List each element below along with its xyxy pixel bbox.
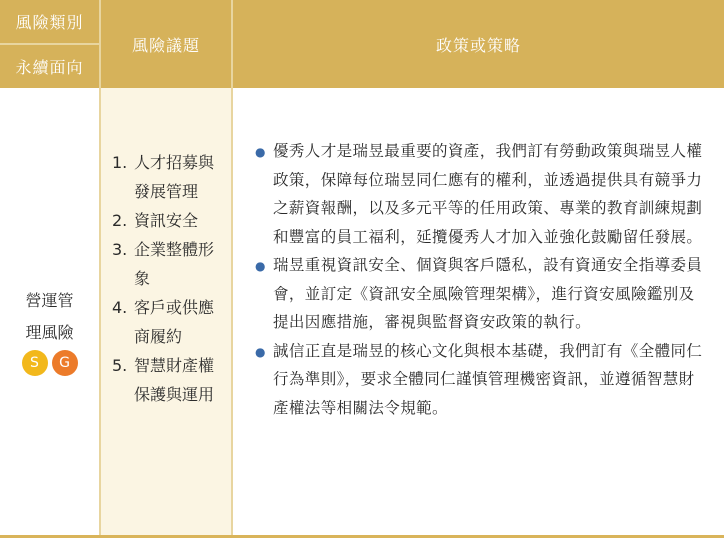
header-sustainability-aspect bbox=[0, 45, 99, 88]
header-policy-strategy bbox=[233, 0, 724, 88]
item-text: 人才招募與發展管理 bbox=[134, 153, 215, 201]
item-number: 3. bbox=[112, 240, 128, 259]
bullet-icon: ● bbox=[255, 344, 266, 359]
header-sustainability-aspect-label: 永續面向 bbox=[15, 58, 84, 77]
list-item bbox=[112, 235, 224, 293]
header-risk-issue bbox=[101, 0, 231, 88]
item-number: 2. bbox=[112, 211, 128, 230]
policy-text: 優秀人才是瑞昱最重要的資產，我們訂有勞動政策與瑞昱人權政策，保障每位瑞昱同仁應有的權利，並透過提供具有競爭力之薪資報酬，以及多元平等的任用政策、專業的教育訓練規劃和豐富的員工福利，延攬優秀人才加入並強化鼓勵留任發展。 bbox=[273, 142, 703, 246]
item-text: 客戶或供應商履約 bbox=[134, 298, 215, 346]
risk-category-line: 營運管 bbox=[25, 291, 74, 310]
list-item bbox=[112, 206, 224, 235]
list-item bbox=[112, 148, 224, 206]
header-divider bbox=[0, 43, 99, 45]
aspect-badges bbox=[0, 350, 99, 376]
item-number: 4. bbox=[112, 298, 128, 317]
policy-list bbox=[255, 137, 705, 422]
header-risk-category bbox=[0, 0, 99, 43]
item-text: 企業整體形象 bbox=[134, 240, 215, 288]
risk-issue-list bbox=[112, 148, 224, 409]
item-number: 5. bbox=[112, 356, 128, 375]
header-risk-issue-label: 風險議題 bbox=[131, 35, 200, 55]
column-divider bbox=[231, 0, 233, 535]
risk-category-name bbox=[0, 285, 99, 349]
badge-s: S bbox=[22, 350, 48, 376]
list-item bbox=[112, 293, 224, 351]
list-item bbox=[255, 137, 705, 251]
list-item bbox=[112, 351, 224, 409]
policy-text: 瑞昱重視資訊安全、個資與客戶隱私，設有資通安全指導委員會，並訂定《資訊安全風險管理架構》，進行資安風險鑑別及提出因應措施，審視與監督資安政策的執行。 bbox=[273, 256, 703, 331]
bullet-icon: ● bbox=[255, 145, 266, 159]
item-text: 智慧財產權保護與運用 bbox=[134, 356, 215, 404]
column-divider bbox=[99, 0, 101, 535]
list-item bbox=[255, 251, 705, 337]
risk-category-line: 理風險 bbox=[25, 323, 74, 342]
policy-text: 誠信正直是瑞昱的核心文化與根本基礎，我們訂有《全體同仁行為準則》，要求全體同仁謹慎管理機密資訊，並遵循智慧財產權法等相關法令規範。 bbox=[273, 341, 703, 417]
badge-g: G bbox=[52, 350, 78, 376]
item-number: 1. bbox=[112, 153, 128, 172]
bullet-icon: ● bbox=[255, 259, 266, 273]
item-text: 資訊安全 bbox=[134, 211, 199, 230]
header-risk-category-label: 風險類別 bbox=[15, 13, 84, 32]
list-item bbox=[255, 337, 705, 423]
header-policy-strategy-label: 政策或策略 bbox=[435, 35, 521, 55]
